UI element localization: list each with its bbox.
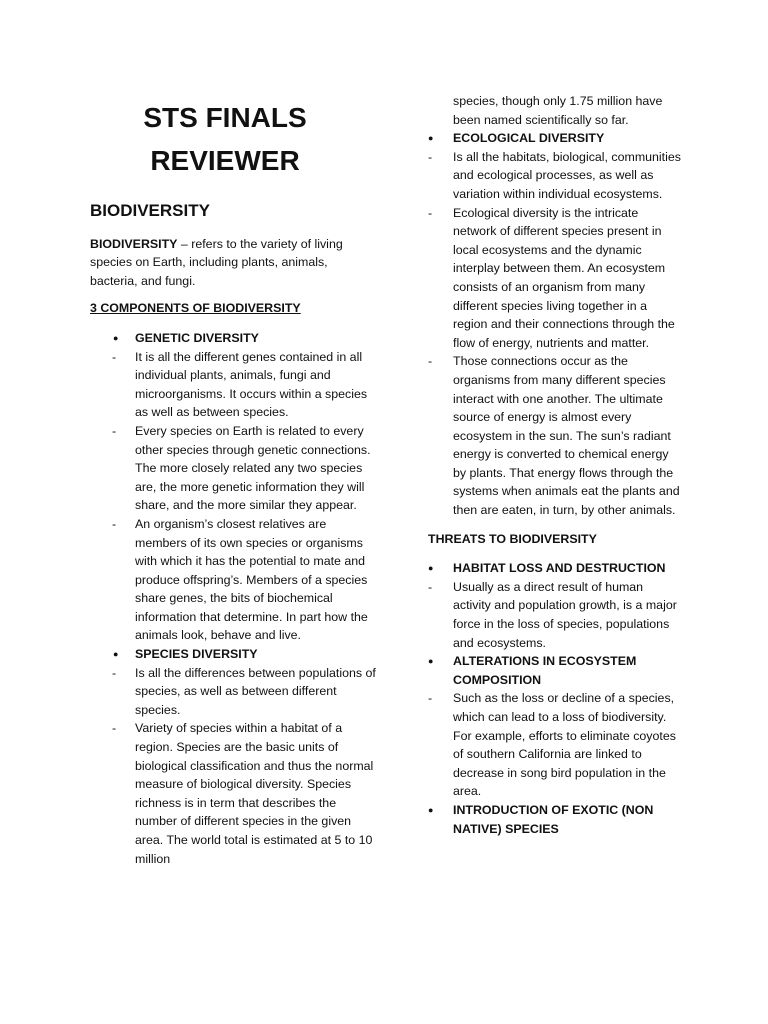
species-diversity-heading: SPECIES DIVERSITY xyxy=(135,647,258,662)
habitat-loss-heading: HABITAT LOSS AND DESTRUCTION xyxy=(453,561,666,576)
ecological-diversity-heading: ECOLOGICAL DIVERSITY xyxy=(453,131,605,146)
alterations-point-1: Such as the loss or decline of a species, which can lead to a loss of biodiversity. For example, efforts to eliminate coyotes of southern California are linked to decrease in song bird population in the area. xyxy=(453,691,676,799)
alterations-heading: ALTERATIONS IN ECOSYSTEM COMPOSITION xyxy=(453,654,637,687)
document-title-line1: STS FINALS xyxy=(143,102,307,133)
dash-marker: - xyxy=(428,579,433,594)
dash-marker: - xyxy=(428,205,433,220)
dash-marker: - xyxy=(428,691,433,706)
bullet-marker: ● xyxy=(113,332,119,343)
dash-item xyxy=(90,422,378,515)
dash-item xyxy=(90,515,378,645)
species-point-2: Variety of species within a habitat of a region. Species are the basic units of biological classification and thus the normal measure of biological diversity. Species richness is in term that describes the number of different species in the given area. The world total is estimated at 5 to 10 million xyxy=(135,721,374,866)
bullet-marker: ● xyxy=(428,804,434,815)
dash-item xyxy=(428,352,683,519)
definition-term: BIODIVERSITY xyxy=(90,236,178,251)
left-column xyxy=(90,0,378,868)
genetic-point-3: An organism’s closest relatives are members of its own species or organisms with which it has the potential to mate and produce offspring’s. Members of a species share genes, the bits of biochemical information that determine. In part how the animals look, behave and live. xyxy=(135,516,368,643)
dash-marker: - xyxy=(112,721,117,736)
document-title-line2: REVIEWER xyxy=(150,145,300,176)
right-column xyxy=(428,0,683,838)
bullet-marker: ● xyxy=(428,656,434,667)
dash-item xyxy=(428,578,683,652)
dash-marker: - xyxy=(428,149,433,164)
bullet-ecological-diversity xyxy=(428,129,683,148)
dash-item xyxy=(90,348,378,422)
bullet-marker: ● xyxy=(428,563,434,574)
dash-item xyxy=(90,664,378,720)
threats-heading: THREATS TO BIODIVERSITY xyxy=(428,531,597,546)
dash-item xyxy=(428,204,683,353)
components-heading: 3 COMPONENTS OF BIODIVERSITY xyxy=(90,301,301,316)
dash-item xyxy=(428,148,683,204)
habitat-point-1: Usually as a direct result of human activity and population growth, is a major force in the loss of species, populations and ecosystems. xyxy=(453,579,677,650)
dash-marker: - xyxy=(112,665,117,680)
definition-paragraph xyxy=(90,235,378,291)
species-continuation: species, though only 1.75 million have been named scientifically so far. xyxy=(453,94,663,127)
ecological-point-3: Those connections occur as the organisms from many different species interact with one another. The ultimate source of energy is almost every ecosystem in the sun. The sun’s radiant energy is converted to chemical energy by plants. That energy flows through the systems when animals eat the plants and then are eaten, in turn, by other animals. xyxy=(453,354,680,518)
section-heading: BIODIVERSITY xyxy=(90,201,210,220)
bullet-marker: ● xyxy=(113,649,119,660)
bullet-exotic-species xyxy=(428,801,683,838)
dash-marker: - xyxy=(428,354,433,369)
genetic-point-2: Every species on Earth is related to every other species through genetic connections. The more closely related any two species are, the more genetic information they will share, and the more similar they appear. xyxy=(135,423,371,513)
bullet-marker: ● xyxy=(428,133,434,144)
definition-text: – refers to the variety of living species on Earth, including plants, animals, bacteria, and fungi. xyxy=(90,236,343,288)
genetic-point-1: It is all the different genes contained in all individual plants, animals, fungi and microorganisms. It occurs within a species as well as between species. xyxy=(135,349,368,420)
dash-item xyxy=(90,719,378,868)
exotic-species-heading: INTRODUCTION OF EXOTIC (NON NATIVE) SPECIES xyxy=(453,802,654,836)
dash-marker: - xyxy=(112,349,117,364)
dash-item xyxy=(428,689,683,801)
ecological-point-2: Ecological diversity is the intricate network of different species present in local ecosystems and the dynamic interplay between them. An ecosystem consists of an organism from many different species living together in a region and their connections through the flow of energy, nutrients and matter. xyxy=(453,205,675,350)
dash-marker: - xyxy=(112,423,117,438)
bullet-alterations xyxy=(428,652,683,689)
dash-marker: - xyxy=(112,516,117,531)
species-point-1: Is all the differences between populations of species, as well as between different species. xyxy=(135,665,376,717)
ecological-point-1: Is all the habitats, biological, communities and ecological processes, as well as variation within individual ecosystems. xyxy=(453,149,681,201)
genetic-diversity-heading: GENETIC DIVERSITY xyxy=(135,330,259,345)
bullet-habitat-loss xyxy=(428,559,683,578)
bullet-species-diversity xyxy=(90,645,378,664)
bullet-genetic-diversity xyxy=(90,329,378,348)
